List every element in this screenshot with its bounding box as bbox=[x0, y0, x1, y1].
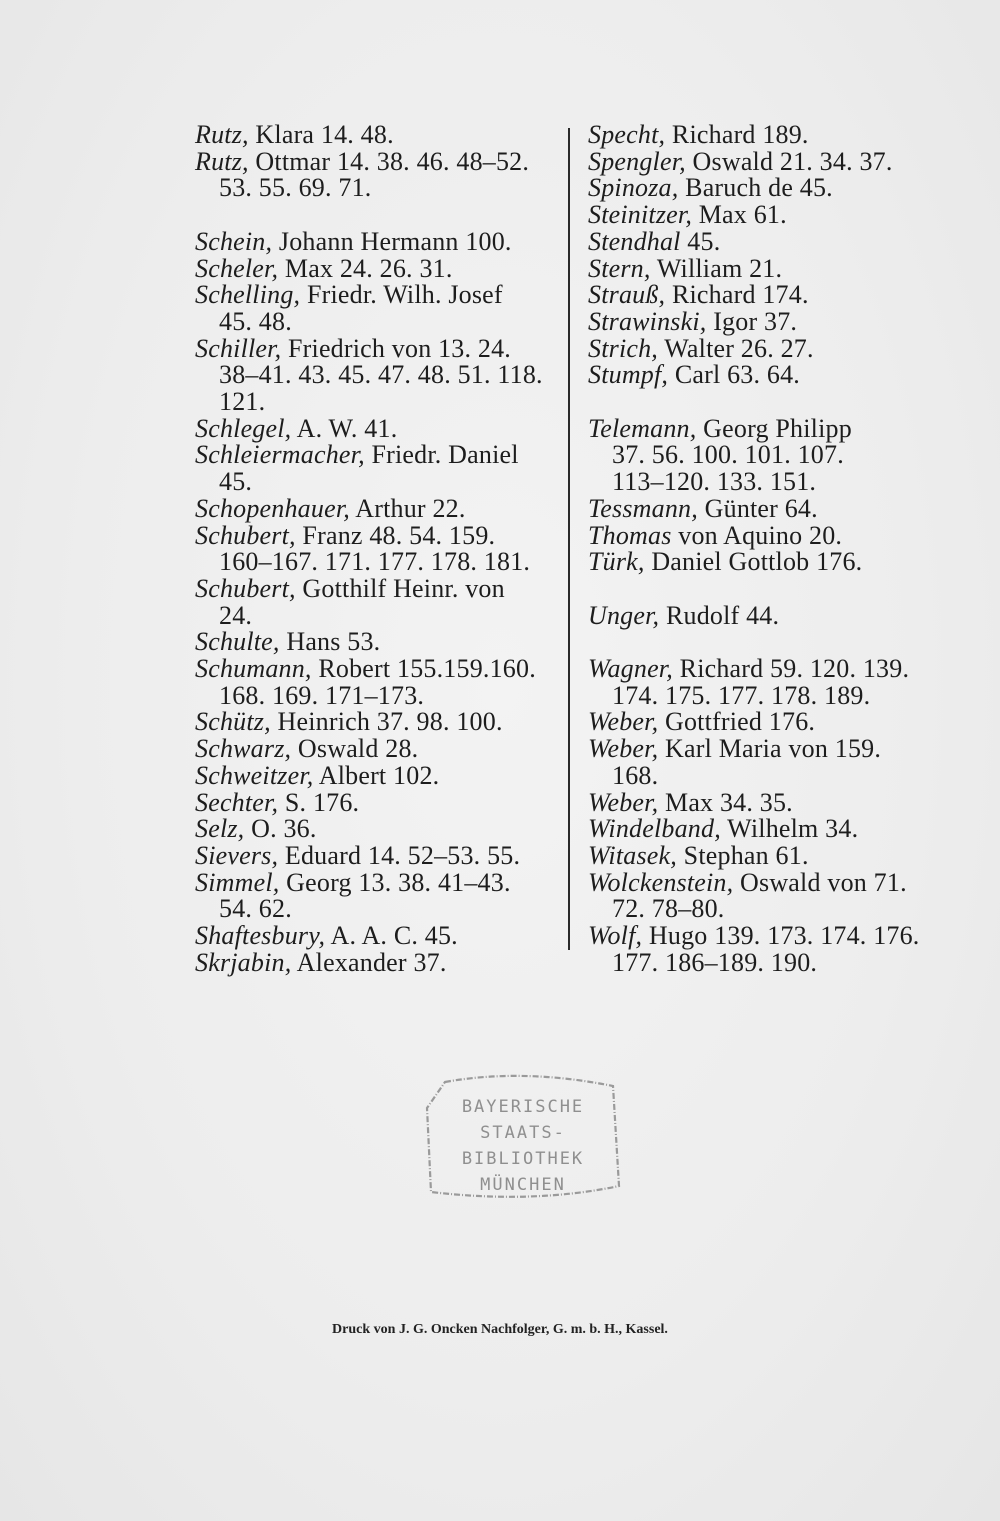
entry-pages: Max 61. bbox=[692, 200, 787, 230]
entry-pages: Friedr. Daniel 45. bbox=[219, 440, 519, 497]
stamp-line: BAYERISCHE bbox=[461, 1097, 585, 1117]
entry-name: Schlegel, bbox=[195, 413, 292, 443]
entry-pages: Walter 26. 27. bbox=[658, 333, 814, 363]
index-entry bbox=[588, 867, 978, 924]
index-entry bbox=[195, 947, 565, 977]
entry-name: Wolf, bbox=[588, 921, 643, 951]
library-stamp bbox=[423, 1068, 623, 1210]
entry-name: Schleiermacher, bbox=[195, 440, 365, 470]
entry-name: Skrjabin, bbox=[195, 947, 292, 977]
section-gap bbox=[588, 389, 978, 416]
entry-pages: Stephan 61. bbox=[676, 840, 809, 870]
entry-pages: Oswald von 71. 72. 78–80. bbox=[612, 867, 907, 924]
index-entry bbox=[588, 306, 978, 336]
entry-name: Weber, bbox=[588, 734, 659, 764]
entry-name: Wagner, bbox=[588, 654, 673, 684]
index-entry bbox=[195, 333, 565, 417]
index-entry bbox=[588, 333, 978, 363]
entry-name: Strauß, bbox=[588, 280, 666, 310]
entry-name: Stern, bbox=[588, 253, 651, 283]
entry-pages: Ottmar 14. 38. 46. 48–52. 53. 55. 69. 71. bbox=[219, 146, 530, 203]
index-entry bbox=[588, 282, 978, 309]
entry-name: Scheler, bbox=[195, 253, 279, 283]
entry-name: Schütz, bbox=[195, 707, 271, 737]
entry-name: Shaftesbury, bbox=[195, 921, 326, 951]
section-gap bbox=[195, 202, 565, 229]
index-entry bbox=[195, 629, 565, 656]
entry-pages: Max 24. 26. 31. bbox=[278, 253, 453, 283]
index-entry bbox=[588, 840, 978, 870]
entry-name: Strich, bbox=[588, 333, 659, 363]
entry-pages: Baruch de 45. bbox=[678, 173, 833, 203]
index-entry bbox=[195, 867, 565, 924]
stamp-line: STAATS- bbox=[480, 1123, 566, 1143]
entry-name: Spengler, bbox=[588, 146, 686, 176]
entry-pages: Friedr. Wilh. Josef 45. 48. bbox=[219, 280, 503, 336]
stamp-line: BIBLIOTHEK bbox=[461, 1149, 585, 1169]
entry-pages: S. 176. bbox=[278, 787, 360, 817]
entry-name: Simmel, bbox=[195, 867, 280, 897]
section-gap bbox=[588, 576, 978, 603]
entry-name: Schulte, bbox=[195, 627, 280, 657]
index-entry bbox=[588, 146, 978, 176]
entry-pages: Carl 63. 64. bbox=[668, 360, 800, 390]
index-entry bbox=[195, 840, 565, 870]
entry-pages: Georg Philipp 37. 56. 100. 101. 107. 113–120. 133. 151. bbox=[612, 413, 852, 497]
entry-pages: Georg 13. 38. 41–43. 54. 62. bbox=[219, 867, 511, 924]
index-entry bbox=[588, 816, 978, 843]
entry-pages: Wilhelm 34. bbox=[720, 814, 859, 844]
index-entry bbox=[195, 656, 565, 709]
index-entry bbox=[195, 760, 565, 790]
entry-pages: Richard 189. bbox=[665, 120, 809, 149]
entry-name: Schelling, bbox=[195, 280, 301, 310]
index-entry bbox=[195, 573, 565, 630]
entry-pages: Heinrich 37. 98. 100. bbox=[270, 707, 503, 737]
entry-name: Schiller, bbox=[195, 333, 282, 363]
entry-name: Sechter, bbox=[195, 787, 279, 817]
entry-name: Selz, bbox=[195, 814, 245, 844]
index-entry bbox=[588, 122, 978, 149]
index-entry bbox=[195, 442, 565, 495]
entry-name: Türk, bbox=[588, 547, 645, 577]
index-column-right bbox=[588, 122, 978, 976]
entry-pages: Gottfried 176. bbox=[658, 707, 816, 737]
index-column-left bbox=[195, 122, 565, 976]
index-entry bbox=[588, 362, 978, 389]
index-entry bbox=[195, 709, 565, 736]
index-entry bbox=[588, 787, 978, 817]
entry-pages: Karl Maria von 159. 168. bbox=[612, 734, 882, 790]
entry-name: Windelband, bbox=[588, 814, 721, 844]
index-entry bbox=[588, 226, 978, 256]
entry-pages: Rudolf 44. bbox=[659, 600, 780, 630]
index-entry bbox=[588, 175, 978, 202]
entry-pages: Oswald 28. bbox=[291, 734, 419, 764]
entry-name: Rutz, bbox=[195, 120, 249, 149]
entry-pages: 45. bbox=[680, 226, 721, 256]
index-entry bbox=[588, 520, 978, 550]
entry-name: Telemann, bbox=[588, 413, 697, 443]
entry-pages: Max 34. 35. bbox=[658, 787, 793, 817]
entry-name: Schubert, bbox=[195, 520, 296, 550]
index-entry bbox=[588, 923, 978, 976]
entry-name: Spinoza, bbox=[588, 173, 679, 203]
index-entry bbox=[588, 656, 978, 709]
entry-pages: William 21. bbox=[650, 253, 783, 283]
entry-pages: Hugo 139. 173. 174. 176. 177. 186–189. 190. bbox=[612, 921, 920, 977]
entry-pages: von Aquino 20. bbox=[671, 520, 843, 550]
index-entry bbox=[588, 202, 978, 229]
index-entry bbox=[195, 923, 565, 950]
index-entry bbox=[195, 493, 565, 523]
index-entry bbox=[195, 816, 565, 843]
entry-name: Witasek, bbox=[588, 840, 677, 870]
index-entry bbox=[195, 282, 565, 335]
entry-pages: Richard 59. 120. 139. 174. 175. 177. 178. 189. bbox=[612, 654, 910, 710]
index-entry bbox=[588, 600, 978, 630]
index-entry bbox=[195, 787, 565, 817]
entry-name: Rutz, bbox=[195, 146, 249, 176]
entry-pages: Oswald 21. 34. 37. bbox=[685, 146, 893, 176]
entry-pages: A. W. 41. bbox=[291, 413, 398, 443]
entry-name: Schubert, bbox=[195, 573, 296, 603]
index-entry bbox=[588, 736, 978, 789]
entry-pages: Richard 174. bbox=[665, 280, 809, 310]
entry-name: Schopenhauer, bbox=[195, 493, 350, 523]
entry-name: Tessmann, bbox=[588, 493, 698, 523]
index-entry bbox=[195, 146, 565, 203]
entry-pages: A. A. C. 45. bbox=[325, 921, 458, 951]
index-entry bbox=[195, 413, 565, 443]
index-entry bbox=[588, 493, 978, 523]
index-entry bbox=[588, 253, 978, 283]
entry-pages: Johann Hermann 100. bbox=[272, 226, 512, 256]
index-entry bbox=[195, 253, 565, 283]
entry-name: Wolckenstein, bbox=[588, 867, 734, 897]
index-entry bbox=[195, 520, 565, 577]
entry-pages: Alexander 37. bbox=[291, 947, 447, 977]
entry-pages: Robert 155.159.160. 168. 169. 171–173. bbox=[219, 654, 536, 710]
entry-name: Schwarz, bbox=[195, 734, 292, 764]
entry-name: Weber, bbox=[588, 787, 659, 817]
entry-name: Specht, bbox=[588, 120, 666, 149]
index-entry bbox=[195, 736, 565, 763]
entry-pages: O. 36. bbox=[244, 814, 317, 844]
entry-name: Strawinski, bbox=[588, 306, 707, 336]
stamp-line: MÜNCHEN bbox=[480, 1175, 566, 1195]
index-entry bbox=[588, 549, 978, 576]
entry-name: Thomas bbox=[588, 520, 672, 550]
entry-pages: Arthur 22. bbox=[349, 493, 466, 523]
index-entry bbox=[588, 413, 978, 497]
index-entry bbox=[195, 226, 565, 256]
entry-name: Steinitzer, bbox=[588, 200, 693, 230]
entry-name: Stendhal bbox=[588, 226, 681, 256]
entry-pages: Igor 37. bbox=[706, 306, 798, 336]
entry-pages: Klara 14. 48. bbox=[248, 120, 394, 149]
entry-name: Schein, bbox=[195, 226, 273, 256]
entry-name: Schweitzer, bbox=[195, 760, 314, 790]
entry-name: Schumann, bbox=[195, 654, 312, 684]
entry-pages: Franz 48. 54. 159. 160–167. 171. 177. 178. 181. bbox=[219, 520, 531, 577]
entry-pages: Gotthilf Heinr. von 24. bbox=[219, 573, 505, 630]
entry-pages: Daniel Gottlob 176. bbox=[644, 547, 863, 577]
entry-pages: Eduard 14. 52–53. 55. bbox=[278, 840, 521, 870]
entry-pages: Hans 53. bbox=[279, 627, 381, 657]
entry-pages: Albert 102. bbox=[313, 760, 440, 790]
section-gap bbox=[588, 629, 978, 656]
printer-imprint: Druck von J. G. Oncken Nachfolger, G. m. b. H., Kassel. bbox=[332, 1322, 668, 1337]
index-entry bbox=[588, 709, 978, 736]
entry-name: Sievers, bbox=[195, 840, 279, 870]
entry-name: Unger, bbox=[588, 600, 660, 630]
column-divider bbox=[568, 128, 570, 950]
entry-name: Weber, bbox=[588, 707, 659, 737]
entry-name: Stumpf, bbox=[588, 360, 669, 390]
entry-pages: Günter 64. bbox=[697, 493, 818, 523]
index-entry bbox=[195, 122, 565, 149]
entry-pages: Friedrich von 13. 24. 38–41. 43. 45. 47. 48. 51. 118. 121. bbox=[219, 333, 543, 417]
